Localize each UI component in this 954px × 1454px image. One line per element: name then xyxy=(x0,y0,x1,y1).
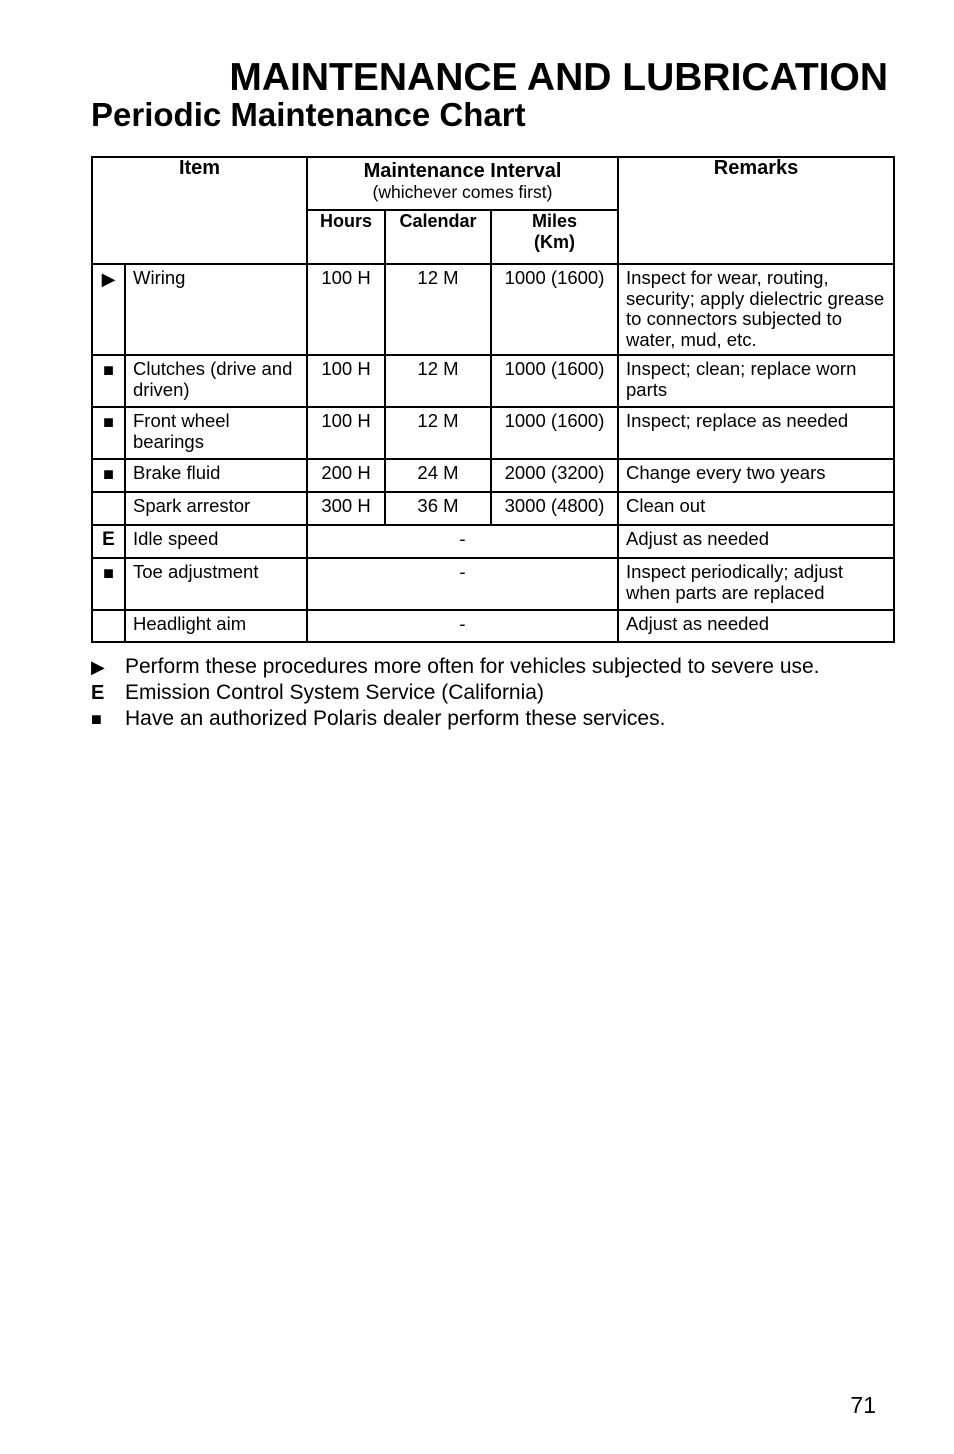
table-row xyxy=(92,492,894,525)
row-hours: 100 H xyxy=(307,264,385,355)
row-symbol: ■ xyxy=(92,407,125,459)
header-miles xyxy=(491,210,618,264)
table-row xyxy=(92,610,894,642)
dealer-service-icon: ■ xyxy=(91,709,102,729)
table-row xyxy=(92,459,894,492)
row-symbol: ▶ xyxy=(92,264,125,355)
table-header-row xyxy=(92,157,894,210)
table-row xyxy=(92,558,894,610)
row-item: Toe adjustment xyxy=(125,558,307,610)
legend-text: Emission Control System Service (California) xyxy=(125,681,544,704)
severe-use-icon: ▶ xyxy=(91,657,105,677)
page-title: MAINTENANCE AND LUBRICATION xyxy=(229,56,888,99)
row-item: Wiring xyxy=(125,264,307,355)
legend-item xyxy=(91,654,820,680)
row-remarks: Inspect; clean; replace worn parts xyxy=(618,355,894,407)
row-remarks: Adjust as needed xyxy=(618,610,894,642)
row-hours: 200 H xyxy=(307,459,385,492)
row-remarks: Inspect; replace as needed xyxy=(618,407,894,459)
row-hours: 100 H xyxy=(307,407,385,459)
header-calendar: Calendar xyxy=(385,210,491,264)
row-symbol xyxy=(92,610,125,642)
legend xyxy=(91,654,820,732)
section-title: Periodic Maintenance Chart xyxy=(91,96,526,133)
legend-text: Perform these procedures more often for vehicles subjected to severe use. xyxy=(125,655,820,678)
emission-icon: E xyxy=(91,682,105,704)
row-interval: - xyxy=(307,525,618,558)
row-symbol: ■ xyxy=(92,355,125,407)
page-number: 71 xyxy=(850,1392,876,1418)
header-interval xyxy=(307,157,618,210)
row-symbol: ■ xyxy=(92,558,125,610)
row-calendar: 12 M xyxy=(385,407,491,459)
row-remarks: Inspect periodically; adjust when parts are replaced xyxy=(618,558,894,610)
header-hours: Hours xyxy=(307,210,385,264)
header-remarks: Remarks xyxy=(618,157,894,264)
legend-text: Have an authorized Polaris dealer perform these services. xyxy=(125,707,666,730)
row-item: Idle speed xyxy=(125,525,307,558)
maintenance-table xyxy=(91,156,895,643)
row-item: Spark arrestor xyxy=(125,492,307,525)
row-miles: 1000 (1600) xyxy=(491,264,618,355)
header-miles-label: Miles xyxy=(531,211,578,231)
row-interval: - xyxy=(307,558,618,610)
row-symbol: E xyxy=(92,525,125,558)
row-calendar: 12 M xyxy=(385,355,491,407)
row-miles: 1000 (1600) xyxy=(491,407,618,459)
table-row xyxy=(92,264,894,355)
row-miles: 2000 (3200) xyxy=(491,459,618,492)
row-remarks: Change every two years xyxy=(618,459,894,492)
header-item: Item xyxy=(92,157,307,264)
header-miles-unit: (Km) xyxy=(534,231,575,252)
row-remarks: Inspect for wear, routing, security; apply dielectric grease to connectors subjected to water, mud, etc. xyxy=(618,264,894,355)
table-row xyxy=(92,407,894,459)
row-item: Front wheel bearings xyxy=(125,407,307,459)
row-remarks: Clean out xyxy=(618,492,894,525)
row-interval: - xyxy=(307,610,618,642)
row-calendar: 24 M xyxy=(385,459,491,492)
row-remarks: Adjust as needed xyxy=(618,525,894,558)
row-calendar: 12 M xyxy=(385,264,491,355)
legend-item xyxy=(91,706,820,732)
row-symbol: ■ xyxy=(92,459,125,492)
row-miles: 1000 (1600) xyxy=(491,355,618,407)
row-symbol xyxy=(92,492,125,525)
row-hours: 100 H xyxy=(307,355,385,407)
header-interval-label: Maintenance Interval xyxy=(363,160,562,182)
row-item: Brake fluid xyxy=(125,459,307,492)
legend-item xyxy=(91,680,820,706)
table-row xyxy=(92,525,894,558)
row-hours: 300 H xyxy=(307,492,385,525)
row-calendar: 36 M xyxy=(385,492,491,525)
row-miles: 3000 (4800) xyxy=(491,492,618,525)
row-item: Headlight aim xyxy=(125,610,307,642)
row-item: Clutches (drive and driven) xyxy=(125,355,307,407)
header-interval-note: (whichever comes first) xyxy=(372,181,553,202)
table-row xyxy=(92,355,894,407)
